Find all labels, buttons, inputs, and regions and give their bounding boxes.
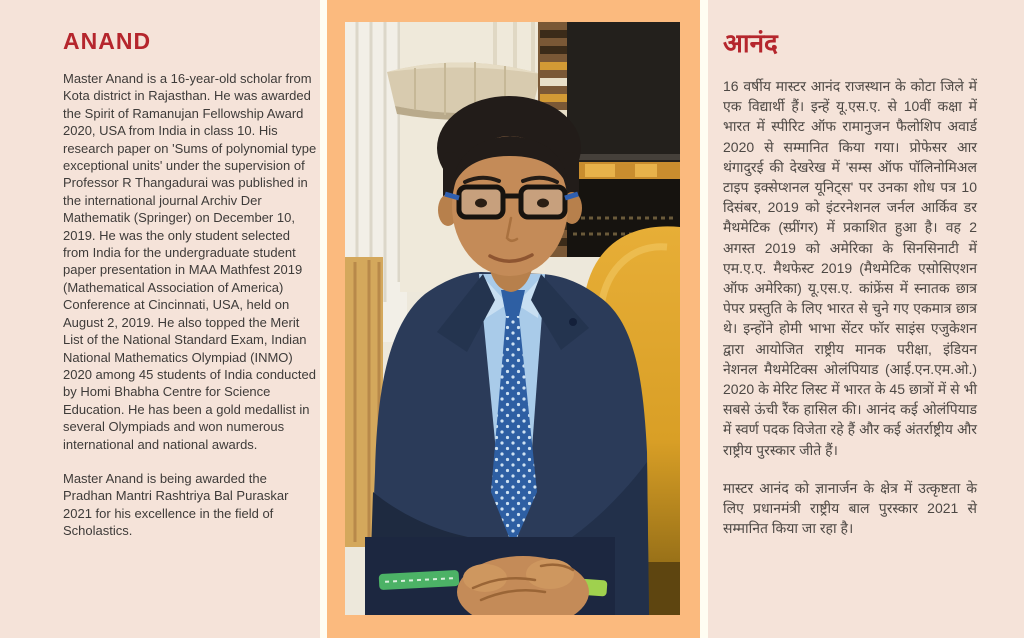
anand-portrait-illustration <box>345 22 680 615</box>
profile-title-english: ANAND <box>63 28 152 54</box>
english-paragraph-2: Master Anand is being awarded the Pradhan Mantri Rashtriya Bal Puraskar 2021 for his excellence in the field of Scholastics. <box>63 470 289 539</box>
hindi-profile-text <box>723 76 977 538</box>
photo-frame-outer-gap <box>320 0 708 638</box>
dark-window-panel <box>567 22 680 257</box>
english-profile-panel <box>63 28 319 557</box>
profile-title-hindi: आनंद <box>723 28 778 58</box>
english-profile-text <box>63 70 319 540</box>
hindi-profile-panel <box>723 24 977 556</box>
photo-frame-orange-border <box>327 0 700 638</box>
english-paragraph-1: Master Anand is a 16-year-old scholar from Kota district in Rajasthan. He was awarded the Spirit of Ramanujan Fellowship Award 2020, USA from India in class 10. His research paper on 'Sums of polynomial type exceptional units' under the supervision of Professor R Thangadurai was published in the international journal Archiv Der Mathematik (Springer) on December 10, 2019. He was the only student selected from India for the undergraduate student paper presentation in MAA Mathfest 2019 (Mathematical Association of America) Conference at Cincinnati, USA, held on August 2, 2019. He also topped the Merit List of the National Standard Exam, Indian National Mathematics Olympiad (INMO) 2020 among 45 students of India conducted by Homi Bhabha Centre for Science Education. He has been a gold medallist in several Olympiads and won numerous international and national awards. <box>63 71 317 452</box>
anand-portrait-photo <box>345 22 680 615</box>
hindi-paragraph-2: मास्टर आनंद को ज्ञानार्जन के क्षेत्र में उत्कृष्टता के लिए प्रधानमंत्री राष्ट्रीय बाल पुरस्कार 2021 से सम्मानित किया जा रहा है। <box>723 479 977 537</box>
hindi-paragraph-1: 16 वर्षीय मास्टर आनंद राजस्थान के कोटा जिले में एक विद्यार्थी हैं। इन्हें यू.एस.ए. से 10वीं कक्षा में भारत में स्पीरिट ऑफ रामानुजन फैलोशिप अवार्ड 2020 से सम्मानित किया गया। प्रोफेसर आर थंगादुरई की देखरेख में 'सम्स ऑफ पॉलिनोमिअल टाइप इक्सेप्शनल यूनिट्स' पर उनका शोध पत्र 10 दिसंबर, 2019 को इंटरनेशनल जर्नल आर्किव डर मैथमेटिक (स्प्रींगर) में प्रकाशित हुआ है। वह 2 अगस्त 2019 को अमेरिका के सिनसिनाटी में एम.ए.ए. मैथफेस्ट 2019 (मैथमेटिक एसोसिएशन ऑफ अमेरिका) यू.एस.ए. कांफ्रेंस में स्नातक छात्र पेपर प्रस्तुति के लिए भारत से चुने गए एकमात्र छात्र थे। इन्होंने होमी भाभा सेंटर फॉर साइंस एजुकेशन द्वारा आयोजित राष्ट्रीय मानक परीक्षा, इंडियन नेशनल मैथमेटिक्स ओलंपियाड (आई.एन.एम.ओ.) 2020 के मेरिट लिस्ट में भारत के 45 छात्रों में से भी सबसे ऊंची रैंक हासिल की। आनंद कई ओलंपियाड में स्वर्ण पदक विजेता रहे हैं और कई अंतर्राष्ट्रीय और राष्ट्रीय पुरस्कार जीते हैं। <box>723 78 977 458</box>
lapel-pin <box>569 318 577 326</box>
